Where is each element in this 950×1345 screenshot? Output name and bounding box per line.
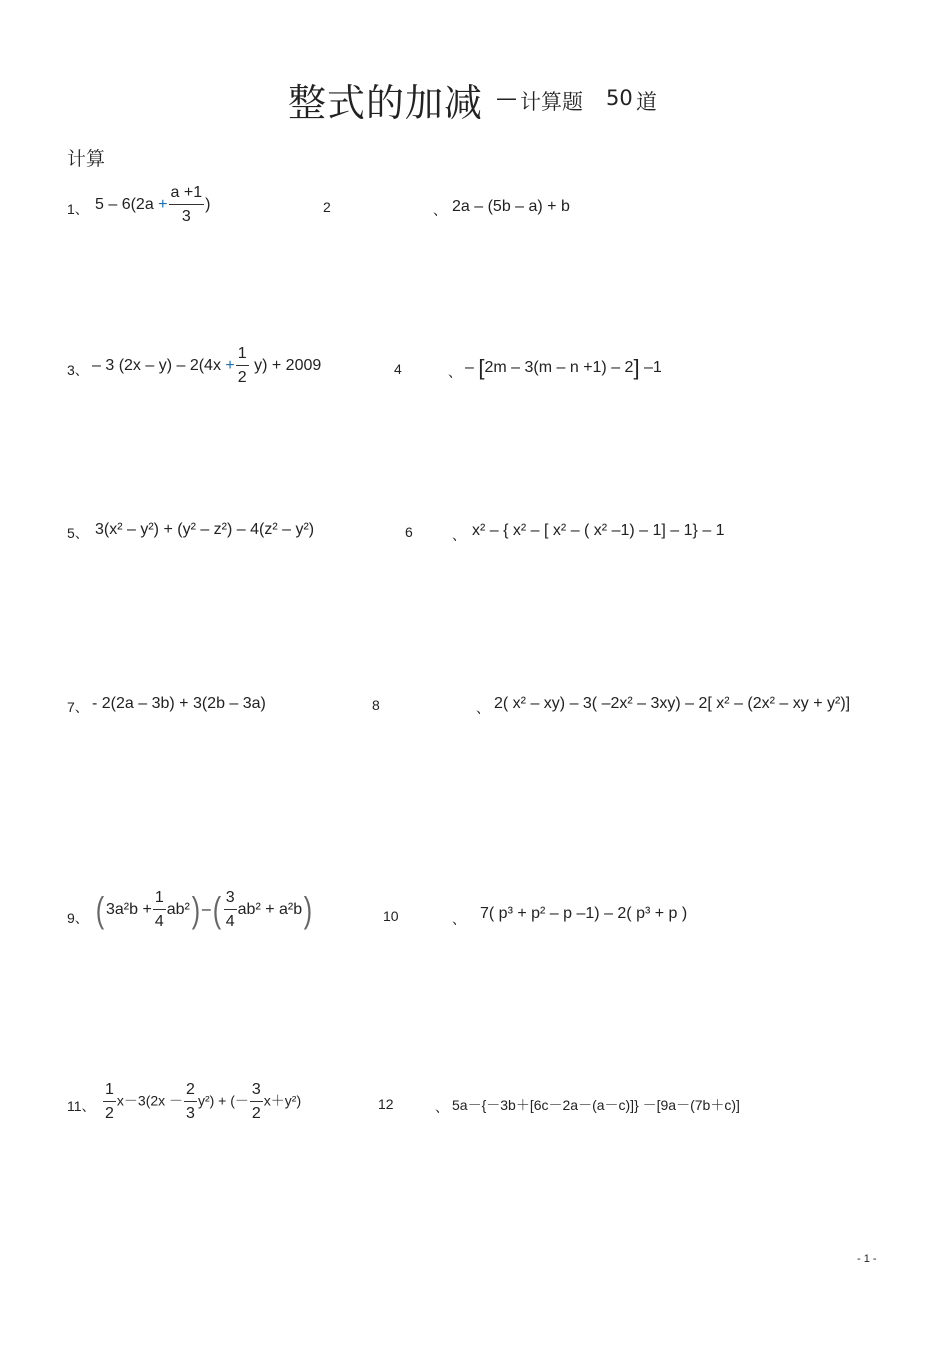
problem-2-number: 2 xyxy=(323,199,331,215)
problem-1-fraction xyxy=(169,185,205,225)
problem-4-body: 2m – 3(m – n +1) – 2 xyxy=(484,359,634,377)
problem-2-separator: 、 xyxy=(433,202,447,218)
problem-11-fraction-1 xyxy=(103,1082,116,1122)
problem-11-fraction-3 xyxy=(250,1082,263,1122)
fraction-denominator: 4 xyxy=(225,913,235,930)
problem-9-part-c: ab² + a²b xyxy=(237,901,303,919)
problem-6-separator: 、 xyxy=(452,527,466,543)
problem-4-separator: 、 xyxy=(448,364,462,380)
problem-1-part-a: 5 – 6(2a xyxy=(95,196,154,214)
fraction-denominator: 2 xyxy=(237,369,247,386)
plus-sign: + xyxy=(225,357,235,375)
problem-9-expression xyxy=(94,890,314,930)
problem-10-expression: 7( p³ + p² – p –1) – 2( p³ + p ) xyxy=(480,905,688,922)
fraction-denominator: 4 xyxy=(154,913,164,930)
problem-7-expression: - 2(2a – 3b) + 3(2b – 3a) xyxy=(92,695,266,712)
title-count: 50 xyxy=(606,86,633,110)
fraction-numerator: 1 xyxy=(103,1082,116,1102)
fraction-denominator: 3 xyxy=(181,208,191,225)
problem-8-number: 8 xyxy=(372,697,380,713)
problem-10-separator: 、 xyxy=(452,911,466,927)
problem-4-part-a: – xyxy=(465,359,474,377)
problem-9-number: 9、 xyxy=(67,910,89,926)
plus-sign: + xyxy=(158,196,168,214)
problem-3-expression xyxy=(92,346,321,386)
problem-11-part-c: x＋y²) xyxy=(263,1092,302,1109)
fraction-numerator: a +1 xyxy=(169,185,205,205)
problem-8-expression: 2( x² – xy) – 3( –2x² – 3xy) – 2[ x² – (2x² – xy + y²)] xyxy=(494,695,851,712)
fraction-numerator: 2 xyxy=(184,1082,197,1102)
problem-9-minus: – xyxy=(201,901,211,919)
left-paren-icon: ( xyxy=(95,889,105,930)
problem-6-expression: x² – { x² – [ x² – ( x² –1) – 1] – 1} – 1 xyxy=(472,522,725,539)
problem-7-number: 7、 xyxy=(67,699,89,715)
fraction-denominator: 2 xyxy=(251,1105,261,1122)
problem-11-number: 11、 xyxy=(67,1098,96,1114)
right-bracket: ] xyxy=(633,355,640,380)
problem-1-expression xyxy=(95,185,210,225)
problem-11-expression xyxy=(102,1082,301,1122)
problem-5-expression: 3(x² – y²) + (y² – z²) – 4(z² – y²) xyxy=(95,521,315,538)
fraction-denominator: 2 xyxy=(105,1105,114,1122)
problem-9-part-b: ab² xyxy=(166,901,190,919)
page-number: - 1 - xyxy=(857,1253,877,1265)
problem-3-part-a: – 3 (2x – y) – 2(4x xyxy=(92,357,221,375)
left-paren-icon: ( xyxy=(212,889,221,930)
problem-8-separator: 、 xyxy=(476,700,490,716)
fraction-numerator: 3 xyxy=(224,890,237,910)
problem-5-number: 5、 xyxy=(67,525,89,541)
problem-12-expression: 5a－{－3b＋[6c－2a－(a－c)]} －[9a－(7b＋c)] xyxy=(452,1097,740,1113)
title-subtitle: 计算题 xyxy=(520,90,583,114)
fraction-numerator: 3 xyxy=(250,1082,263,1102)
problem-1-number: 1、 xyxy=(67,201,89,217)
problem-2-expression: 2a – (5b – a) + b xyxy=(452,198,570,215)
page-title: 整式的加减 xyxy=(288,81,484,125)
right-paren-icon: ) xyxy=(191,889,201,930)
problem-3-number: 3、 xyxy=(67,362,89,378)
problem-4-part-c: –1 xyxy=(644,359,662,377)
problem-10-number: 10 xyxy=(383,908,399,924)
problem-4-expression xyxy=(465,355,662,381)
fraction-denominator: 3 xyxy=(186,1105,195,1122)
problem-3-part-b: y) + 2009 xyxy=(254,357,322,375)
fraction-numerator: 1 xyxy=(153,890,166,910)
section-label: 计算 xyxy=(67,148,106,170)
problem-11-part-b: y²) + (－ xyxy=(197,1092,249,1109)
problem-1-part-b: ) xyxy=(205,196,211,214)
problem-12-number: 12 xyxy=(378,1096,394,1112)
problem-11-fraction-2 xyxy=(184,1082,197,1122)
problem-11-part-a: x－3(2x － xyxy=(116,1092,184,1109)
fraction-numerator: 1 xyxy=(236,346,249,366)
problem-9-part-a: 3a²b + xyxy=(106,901,152,919)
problem-6-number: 6 xyxy=(405,524,413,540)
problem-12-separator: 、 xyxy=(435,1099,449,1115)
title-unit: 道 xyxy=(636,90,657,114)
right-paren-icon: ) xyxy=(303,889,313,930)
problem-3-fraction xyxy=(236,346,249,386)
problem-4-number: 4 xyxy=(394,361,402,377)
title-dash: — xyxy=(496,86,517,110)
problem-9-fraction-1 xyxy=(153,890,166,930)
left-bracket: [ xyxy=(478,355,485,380)
problem-9-fraction-2 xyxy=(224,890,237,930)
